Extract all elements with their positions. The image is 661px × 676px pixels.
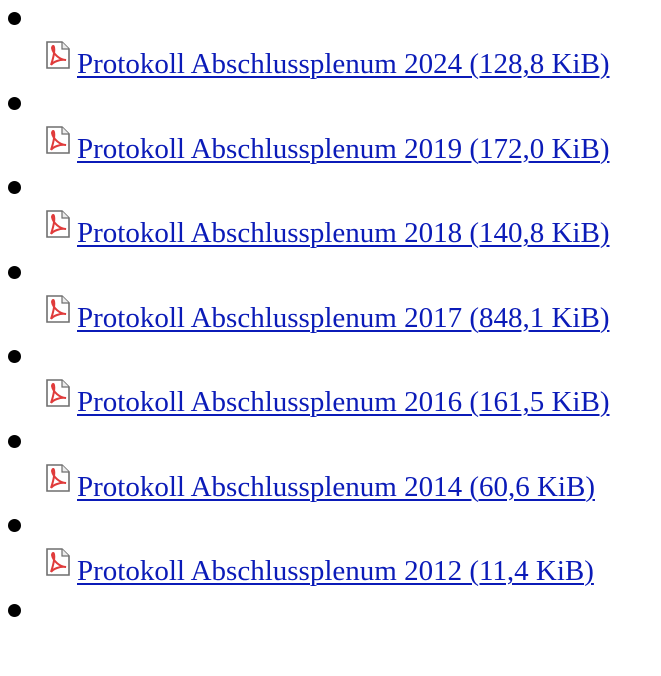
pdf-icon — [40, 461, 74, 495]
pdf-link-label[interactable]: Protokoll Abschlussplenum 2012 (11,4 KiB) — [77, 554, 594, 588]
pdf-icon — [40, 207, 74, 241]
bullet-icon — [8, 519, 21, 532]
pdf-icon — [40, 292, 74, 326]
bullet-icon — [8, 350, 21, 363]
pdf-icon — [40, 123, 74, 157]
pdf-link-label[interactable]: Protokoll Abschlussplenum 2024 (128,8 KiB) — [77, 47, 609, 81]
pdf-icon — [40, 376, 74, 410]
pdf-link-label[interactable]: Protokoll Abschlussplenum 2014 (60,6 KiB) — [77, 470, 595, 504]
list-item — [0, 254, 661, 339]
bullet-icon — [8, 604, 21, 617]
bullet-icon — [8, 181, 21, 194]
list-item — [0, 338, 661, 423]
bullet-icon — [8, 97, 21, 110]
pdf-link-label[interactable]: Protokoll Abschlussplenum 2018 (140,8 KiB) — [77, 216, 609, 250]
bullet-icon — [8, 266, 21, 279]
pdf-link-label[interactable]: Protokoll Abschlussplenum 2016 (161,5 KiB) — [77, 385, 609, 419]
list-item — [0, 169, 661, 254]
pdf-icon — [40, 38, 74, 72]
pdf-icon — [40, 545, 74, 579]
bullet-icon — [8, 435, 21, 448]
list-item — [0, 85, 661, 170]
list-item — [0, 507, 661, 592]
bullet-icon — [8, 12, 21, 25]
pdf-link-label[interactable]: Protokoll Abschlussplenum 2017 (848,1 KiB) — [77, 301, 609, 335]
list-item — [0, 592, 661, 676]
pdf-link-label[interactable]: Protokoll Abschlussplenum 2019 (172,0 KiB) — [77, 132, 609, 166]
list-item — [0, 0, 661, 85]
list-item — [0, 423, 661, 508]
